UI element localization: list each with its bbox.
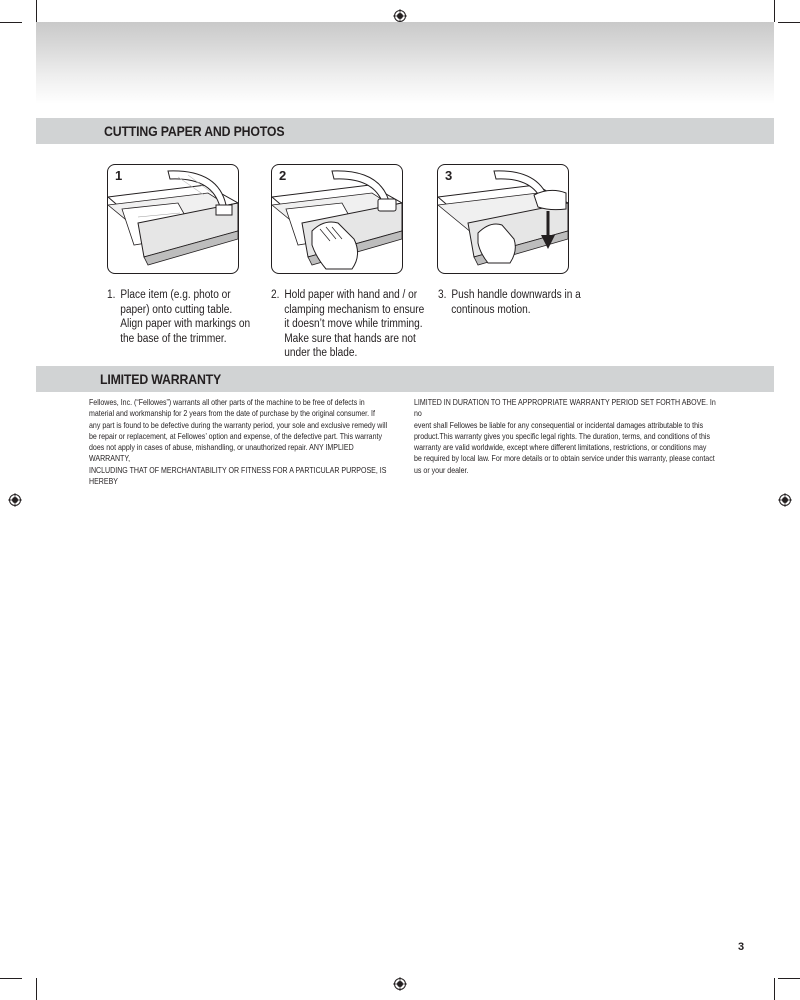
- trimmer-place-paper-icon: [108, 165, 238, 273]
- step-2-line: Hold paper with hand and / or: [284, 289, 418, 301]
- warranty-line: product.This warranty gives you specific legal rights. The duration, terms, and conditions of this: [414, 430, 710, 441]
- warranty-line: INCLUDING THAT OF MERCHANTABILITY OR FITNESS FOR A PARTICULAR PURPOSE, IS HEREBY: [89, 464, 387, 487]
- warranty-line: LIMITED IN DURATION TO THE APPROPRIATE WARRANTY PERIOD SET FORTH ABOVE. In no: [414, 397, 716, 419]
- section-title-warranty: LIMITED WARRANTY: [100, 371, 222, 387]
- step-2-line: clamping mechanism to ensure: [284, 303, 425, 316]
- step-2-prefix: 2.: [271, 289, 280, 301]
- step-1-illustration: [107, 164, 239, 274]
- warranty-line: Fellowes, Inc. (“Fellowes”) warrants all other parts of the machine to be free of defects in: [89, 397, 365, 407]
- registration-mark-icon: [778, 493, 792, 507]
- warranty-line: be required by local law. For more details or to obtain service under this warranty, please contact: [414, 453, 715, 464]
- warranty-text-right: [414, 397, 717, 476]
- warranty-text-left: [89, 397, 392, 487]
- step-2-illustration: [271, 164, 403, 274]
- warranty-line: any part is found to be defective during the warranty period, your sole and exclusive remedy will: [89, 419, 388, 430]
- step-3-illustration: [437, 164, 569, 274]
- step-1-prefix: 1.: [107, 289, 116, 301]
- step-2-line: it doesn’t move while trimming.: [284, 318, 423, 330]
- step-2-line: under the blade.: [284, 347, 358, 359]
- warranty-line: event shall Fellowes be liable for any consequential or incidental damages attributable to this: [414, 419, 704, 430]
- warranty-line: be repair or replacement, at Fellowes’ option and expense, of the defective part. This warranty: [89, 430, 382, 441]
- step-3-line: Push handle downwards in a: [451, 289, 581, 301]
- step-3-text: [438, 288, 581, 317]
- warranty-line: warranty are valid worldwide, except where different limitations, restrictions, or conditions may: [414, 442, 707, 453]
- trimmer-hold-paper-icon: [272, 165, 402, 273]
- step-1-line: the base of the trimmer.: [120, 332, 227, 345]
- step-1-text: [107, 288, 250, 346]
- header-band: [36, 22, 774, 104]
- step-3-number: 3: [445, 168, 453, 183]
- step-1-line: Place item (e.g. photo or: [120, 289, 231, 301]
- trimmer-push-handle-icon: [438, 165, 568, 273]
- page-number: 3: [738, 941, 745, 953]
- step-1-number: 1: [115, 168, 123, 183]
- step-1-line: paper) onto cutting table.: [120, 303, 233, 316]
- registration-mark-icon: [393, 977, 407, 991]
- step-3-prefix: 3.: [438, 289, 447, 301]
- step-1-line: Align paper with markings on: [120, 318, 251, 330]
- registration-mark-icon: [8, 493, 22, 507]
- section-title-cutting: CUTTING PAPER AND PHOTOS: [104, 123, 285, 139]
- step-2-text: [271, 288, 424, 361]
- registration-mark-icon: [393, 9, 407, 23]
- step-2-line: Make sure that hands are not: [284, 332, 416, 345]
- step-2-number: 2: [279, 168, 287, 183]
- warranty-line: material and workmanship for 2 years from the date of purchase by the original consumer. If: [89, 408, 375, 419]
- warranty-line: us or your dealer.: [414, 464, 469, 475]
- step-3-line: continous motion.: [451, 303, 531, 316]
- warranty-line: does not apply in cases of abuse, mishandling, or unauthorized repair. ANY IMPLIED WARRANTY,: [89, 442, 354, 464]
